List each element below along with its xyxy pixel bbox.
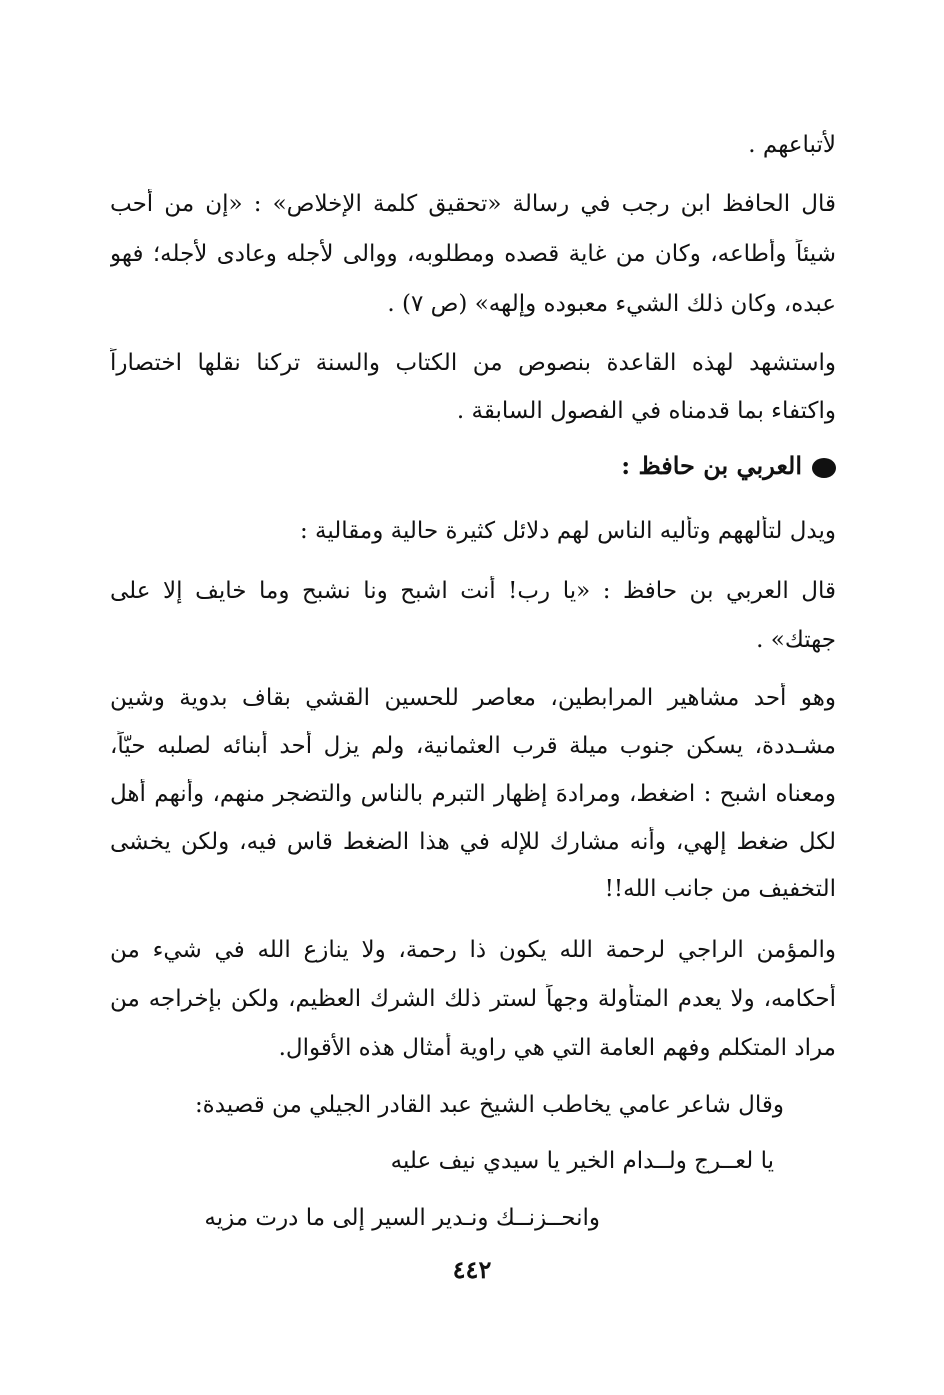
text-line-14: لكل ضغط إلهي، وأنه مشارك للإله في هذا الضغط قاس فيه، ولكن يخشى — [110, 829, 836, 855]
text-line-18: مراد المتكلم وفهم العامة التي هي راوية أمثال هذه الأقوال. — [278, 1035, 836, 1061]
text-line-9: قال العربي بن حافظ : «يا رب! أنت اشبح ونا نشبح وما خايف إلا على — [110, 578, 836, 604]
verse-line-1: يا لعــرج ولــدام الخير يا سيدي نيف عليه — [390, 1148, 774, 1174]
text-line-10: جهتك» . — [756, 627, 836, 653]
text-line-17: أحكامه، ولا يعدم المتأولة وجهاً لستر ذلك الشرك العظيم، ولكن بإخراجه من — [110, 986, 836, 1012]
text-line-2: قال الحافظ ابن رجب في رسالة «تحقيق كلمة الإخلاص» : «إن من أحب — [110, 191, 836, 217]
text-line-11: وهو أحد مشاهير المرابطين، معاصر للحسين القشي بقاف بدوية وشين — [110, 685, 836, 711]
text-line-4: عبده، وكان ذلك الشيء معبوده وإلهه» (ص ٧) . — [387, 291, 836, 317]
text-line-8: ويدل لتألههم وتأليه الناس لهم دلائل كثيرة حالية ومقالية : — [299, 518, 836, 544]
text-line-1: لأتباعهم . — [748, 132, 836, 158]
section-heading — [110, 451, 836, 481]
text-line-6: واكتفاء بما قدمناه في الفصول السابقة . — [456, 398, 836, 424]
text-line-3: شيئاً وأطاعه، وكان من غاية قصده ومطلوبه، ووالى لأجله وعادى لأجله؛ فهو — [110, 241, 836, 267]
section-heading-text: العربي بن حافظ : — [621, 451, 802, 480]
text-line-13: ومعناه اشبح : اضغط، ومرادهَ إظهار التبرم بالناس والتضجر منهم، وأنهم أهل — [110, 781, 836, 807]
text-line-5: واستشهد لهذه القاعدة بنصوص من الكتاب والسنة تركنا نقلها اختصاراً — [110, 350, 836, 376]
bullet-icon — [812, 458, 836, 478]
text-line-16: والمؤمن الراجي لرحمة الله يكون ذا رحمة، ولا ينازع الله في شيء من — [110, 937, 836, 963]
verse-line-2: وانحــزنــك ونـدير السير إلى ما درت مزيه — [204, 1205, 600, 1231]
text-line-12: مشـددة، يسكن جنوب ميلة قرب العثمانية، ولم يزل أحد أبنائه لصلبه حيّاً، — [110, 733, 836, 759]
page-number: ٤٤٢ — [452, 1255, 492, 1284]
text-line-19: وقال شاعر عامي يخاطب الشيخ عبد القادر الجيلي من قصيدة: — [194, 1092, 784, 1118]
text-line-15: التخفيف من جانب الله!! — [604, 876, 836, 902]
